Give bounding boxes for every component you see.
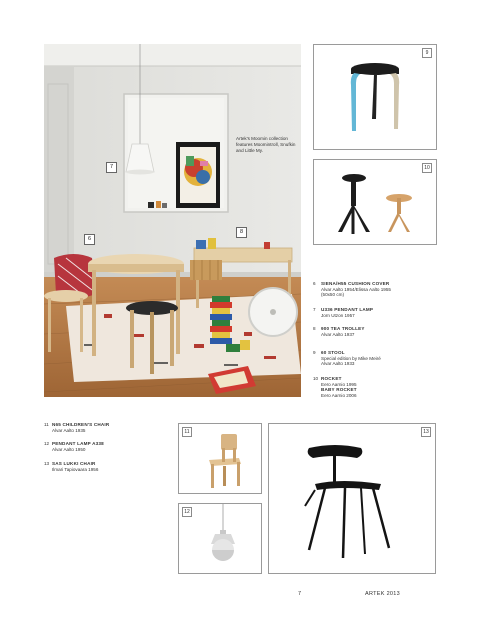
photo-tag-8: 8	[236, 227, 247, 238]
frame-number-13: 13	[421, 427, 431, 437]
interior-photo	[44, 44, 301, 397]
page-number: 7	[298, 591, 302, 597]
frame-number-11: 11	[182, 427, 192, 437]
caption-6: 6 SIENA/H55 CUSHION COVER Alvar Aalto 1954/Elissa Aalto 1955 (50x50 cm)	[313, 281, 391, 298]
product-frame-12	[178, 503, 262, 574]
product-frame-11	[178, 423, 262, 494]
caption-10: 10 ROCKET Eero Aarnio 1995 BABY ROCKET Eero Aarnio 2006	[313, 376, 357, 398]
photo-quote: Artek's Moomin collection features Moomintroll, Snufkin and Little My.	[236, 136, 296, 153]
publication-name: ARTEK 2013	[365, 591, 401, 597]
frame-number-10: 10	[422, 163, 432, 173]
lukki-chair-image	[269, 424, 436, 574]
caption-8: 8 900 TEA TROLLEY Alvar Aalto 1937	[313, 326, 365, 337]
photo-tag-7: 7	[106, 162, 117, 173]
product-frame-9	[313, 44, 437, 150]
rocket-stools-image	[314, 160, 437, 245]
caption-13: 13 SAS LUKKI CHAIR Ilmari Tapiovaara 1956	[44, 461, 99, 472]
interior-scene	[44, 44, 301, 397]
frame-number-12: 12	[182, 507, 192, 517]
caption-11: 11 N65 CHILDREN'S CHAIR Alvar Aalto 1935	[44, 422, 110, 433]
stool-60-image	[314, 45, 437, 150]
caption-12: 12 PENDANT LAMP A338 Alvar Aalto 1950	[44, 441, 104, 452]
frame-number-9: 9	[422, 48, 432, 58]
product-frame-10	[313, 159, 437, 245]
photo-tag-6: 6	[84, 234, 95, 245]
caption-9: 9 60 STOOL Special edition by Mike Meiré Alvar Aalto 1933	[313, 350, 381, 367]
product-frame-13	[268, 423, 436, 574]
caption-7: 7 U336 PENDANT LAMP Jorn Utzon 1957	[313, 307, 374, 318]
